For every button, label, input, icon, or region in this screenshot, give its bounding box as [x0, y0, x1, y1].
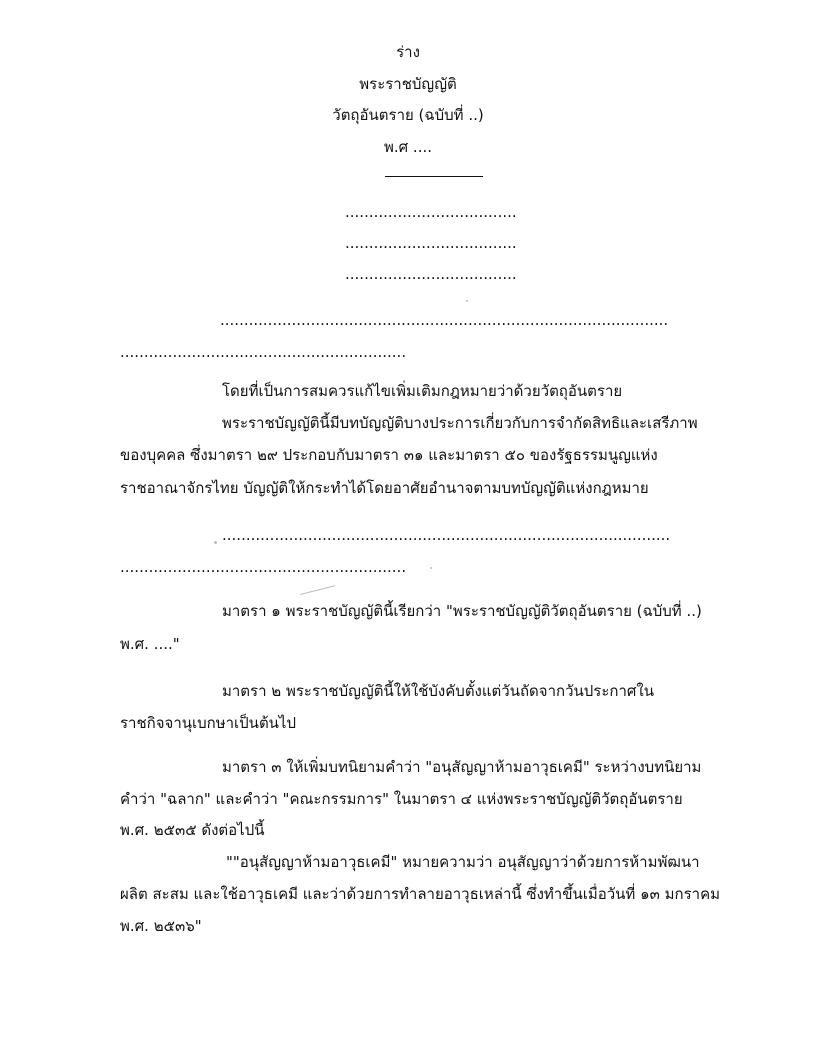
enact-dots-1: ..............................................................................................: [222, 526, 671, 544]
signature-dots-3: ....................................: [345, 265, 517, 283]
section-2-line-2: ราชกิจจานุเบกษาเป็นต้นไป: [120, 714, 297, 732]
section-3-definition-line-3: พ.ศ. ๒๕๓๖": [120, 917, 202, 935]
signature-dots-1: ....................................: [345, 203, 517, 221]
signature-dots-2: ....................................: [345, 234, 517, 252]
section-3-definition-line-1: ""อนุสัญญาห้ามอาวุธเคมี" หมายความว่า อนุสัญญาว่าด้วยการห้ามพัฒนา: [226, 853, 700, 871]
title-underline: [385, 176, 483, 177]
recital-line-4: ราชอาณาจักรไทย บัญญัติให้กระทำได้โดยอาศัยอำนาจตามบทบัญญัติแห่งกฎหมาย: [120, 479, 649, 497]
recital-line-1: โดยที่เป็นการสมควรแก้ไขเพิ่มเติมกฎหมายว่าด้วยวัตถุอันตราย: [222, 382, 623, 400]
act-title: พระราชบัญญัติ: [359, 75, 457, 93]
scan-speck: [214, 541, 217, 544]
section-3-line-2: คำว่า "ฉลาก" และคำว่า "คณะกรรมการ" ในมาตรา ๔ แห่งพระราชบัญญัติวัตถุอันตราย: [120, 790, 683, 808]
preamble-dots-1: ..............................................................................................: [220, 311, 669, 329]
act-subject: วัตถุอันตราย (ฉบับที่ ..): [332, 106, 484, 124]
scan-mark: [300, 585, 335, 595]
section-3-definition-line-2: ผลิต สะสม และใช้อาวุธเคมี และว่าด้วยการทำลายอาวุธเหล่านี้ ซึ่งทำขึ้นเมื่อวันที่ ๑๓ มกราคม: [120, 885, 721, 903]
scan-speck: [466, 300, 468, 302]
recital-line-3: ของบุคคล ซึ่งมาตรา ๒๙ ประกอบกับมาตรา ๓๑ และมาตรา ๕๐ ของรัฐธรรมนูญแห่ง: [120, 446, 658, 464]
section-3-line-1: มาตรา ๓ ให้เพิ่มบทนิยามคำว่า "อนุสัญญาห้ามอาวุธเคมี" ระหว่างบทนิยาม: [222, 758, 702, 776]
enact-dots-2: ............................................................: [120, 558, 407, 576]
section-2-line-1: มาตรา ๒ พระราชบัญญัตินี้ให้ใช้บังคับตั้งแต่วันถัดจากวันประกาศใน: [222, 682, 654, 700]
recital-line-2: พระราชบัญญัตินี้มีบทบัญญัติบางประการเกี่ยวกับการจำกัดสิทธิและเสรีภาพ: [222, 414, 698, 432]
section-1-line-2: พ.ศ. ....": [120, 635, 180, 653]
section-3-line-3: พ.ศ. ๒๕๓๕ ดังต่อไปนี้: [120, 821, 265, 839]
scan-speck: [430, 567, 432, 569]
section-1-line-1: มาตรา ๑ พระราชบัญญัตินี้เรียกว่า "พระราชบัญญัติวัตถุอันตราย (ฉบับที่ ..): [222, 602, 702, 620]
draft-label: ร่าง: [396, 43, 420, 61]
act-year: พ.ศ ....: [383, 138, 433, 156]
preamble-dots-2: ............................................................: [120, 343, 407, 361]
